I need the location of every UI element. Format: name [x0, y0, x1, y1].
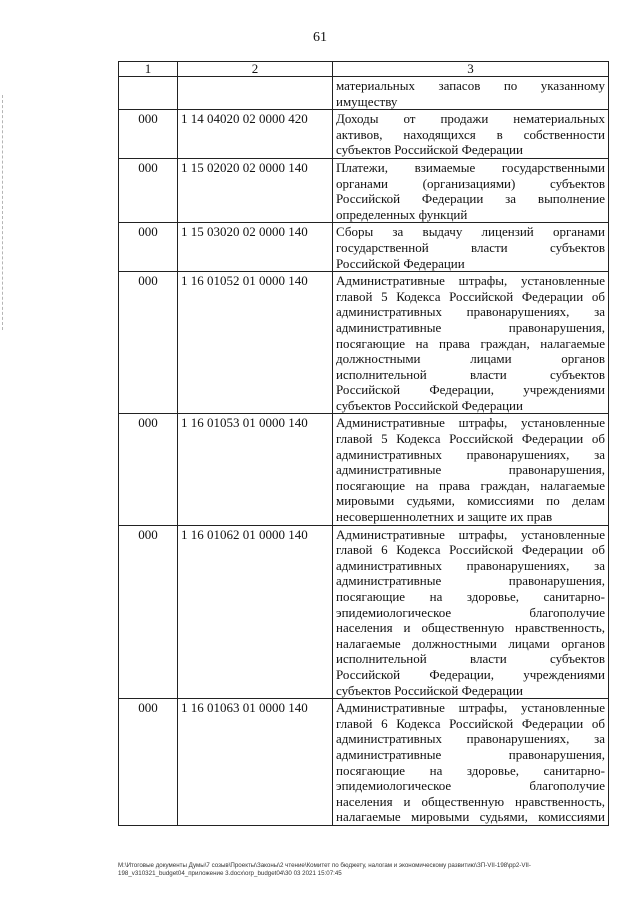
table-row [119, 110, 609, 159]
budget-code-cell: 1 15 03020 02 0000 140 [178, 223, 333, 272]
description-line: Административные штрафы, установленные [336, 700, 605, 716]
budget-code-cell: 1 16 01053 01 0000 140 [178, 414, 333, 525]
revenue-description-cell [333, 223, 609, 272]
table-row [119, 158, 609, 222]
budget-code-cell [178, 77, 333, 110]
description-line: Российской Федерации за выполнение [336, 191, 605, 207]
description-line: налагаемые должностными лицами органов [336, 635, 605, 651]
description-line: Российской Федерации, учреждениями [336, 382, 605, 398]
revenue-description-cell [333, 414, 609, 525]
admin-code-cell: 000 [119, 158, 178, 222]
description-line: административные правонарушения, [336, 573, 605, 589]
description-line: государственной власти субъектов [336, 239, 605, 255]
admin-code-cell: 000 [119, 414, 178, 525]
description-line: посягающие на права граждан, налагаемые [336, 335, 605, 351]
table-row [119, 525, 609, 699]
description-line: административных правонарушениях, за [336, 731, 605, 747]
table-row [119, 699, 609, 826]
description-line: Административные штрафы, установленные [336, 415, 605, 431]
table-header-row [119, 62, 609, 77]
description-line: налагаемые мировыми судьями, комиссиями [336, 809, 605, 825]
description-line: посягающие на здоровье, санитарно- [336, 589, 605, 604]
page-number: 61 [313, 30, 327, 45]
description-line: Сборы за выдачу лицензий органами [336, 224, 605, 240]
file-path-line-1: M:\Итоговые документы Думы\7 созыв\Проекты\Законы\2 чтение\Комитет по бюджету, налогам и экономическому развитию\ЗП-VII-198\рр2-VII- [118, 862, 531, 869]
description-line: эпидемиологическое благополучие [336, 778, 605, 794]
description-line: определенных функций [336, 206, 468, 222]
admin-code-cell: 000 [119, 110, 178, 159]
description-line: субъектов Российской Федерации [336, 682, 523, 698]
description-line: материальных запасов по указанному [336, 78, 605, 93]
description-line: посягающие на здоровье, санитарно- [336, 762, 605, 778]
table-body [119, 77, 609, 826]
description-line: населения и общественную нравственность, [336, 793, 605, 809]
admin-code-cell: 000 [119, 223, 178, 272]
description-line: активов, находящихся в собственности [336, 126, 605, 142]
description-line: Административные штрафы, установленные [336, 273, 605, 289]
revenue-description-cell [333, 77, 609, 110]
description-line: субъектов Российской Федерации [336, 397, 523, 413]
revenue-description-cell [333, 272, 609, 414]
description-line: исполнительной власти субъектов [336, 366, 605, 382]
admin-code-cell [119, 77, 178, 110]
description-line: главой 5 Кодекса Российской Федерации об [336, 288, 605, 304]
description-line: должностными лицами органов [336, 351, 605, 367]
budget-code-cell: 1 15 02020 02 0000 140 [178, 158, 333, 222]
admin-code-cell: 000 [119, 272, 178, 414]
description-line: административные правонарушения, [336, 462, 605, 478]
description-line: мировыми судьями, комиссиями по делам [336, 493, 605, 509]
description-line: административных правонарушениях, за [336, 446, 605, 462]
admin-code-cell: 000 [119, 525, 178, 699]
description-line: Российской Федерации [336, 255, 465, 271]
table-row [119, 77, 609, 110]
description-line: населения и общественную нравственность, [336, 620, 605, 636]
description-line: органами (организациями) субъектов [336, 175, 605, 191]
description-line: имуществу [336, 93, 398, 109]
table-row [119, 223, 609, 272]
column-header-1: 1 [119, 62, 178, 77]
table-row [119, 414, 609, 525]
description-line: главой 5 Кодекса Российской Федерации об [336, 431, 605, 447]
budget-code-cell: 1 16 01063 01 0000 140 [178, 699, 333, 826]
column-header-2: 2 [178, 62, 333, 77]
revenue-description-cell [333, 110, 609, 159]
description-line: посягающие на права граждан, налагаемые [336, 477, 605, 493]
table-row [119, 272, 609, 414]
file-path-footer [118, 862, 623, 878]
description-line: Платежи, взимаемые государственными [336, 159, 605, 175]
description-line: главой 6 Кодекса Российской Федерации об [336, 542, 605, 558]
budget-code-cell: 1 16 01062 01 0000 140 [178, 525, 333, 699]
file-path-line-2: 198_v310321_budget04_приложение 3.docx\orp_budget04\30 03 2021 15:07:45 [118, 870, 342, 877]
admin-code-cell: 000 [119, 699, 178, 826]
description-line: Административные штрафы, установленные [336, 526, 605, 542]
scan-edge-mark [2, 95, 4, 330]
description-line: главой 6 Кодекса Российской Федерации об [336, 715, 605, 731]
description-line: административных правонарушениях, за [336, 557, 605, 573]
description-line: административных правонарушениях, за [336, 304, 605, 320]
budget-classification-table [118, 61, 609, 826]
description-line: административные правонарушения, [336, 319, 605, 335]
revenue-description-cell [333, 699, 609, 826]
description-line: несовершеннолетних и защите их прав [336, 509, 553, 525]
budget-code-cell: 1 14 04020 02 0000 420 [178, 110, 333, 159]
description-line: Доходы от продажи нематериальных [336, 111, 605, 127]
description-line: административные правонарушения, [336, 746, 605, 762]
description-line: исполнительной власти субъектов [336, 651, 605, 667]
budget-code-cell: 1 16 01052 01 0000 140 [178, 272, 333, 414]
description-line: субъектов Российской Федерации [336, 142, 523, 158]
description-line: Российской Федерации, учреждениями [336, 666, 605, 682]
revenue-description-cell [333, 525, 609, 699]
revenue-description-cell [333, 158, 609, 222]
column-header-3: 3 [333, 62, 609, 77]
description-line: эпидемиологическое благополучие [336, 604, 605, 620]
